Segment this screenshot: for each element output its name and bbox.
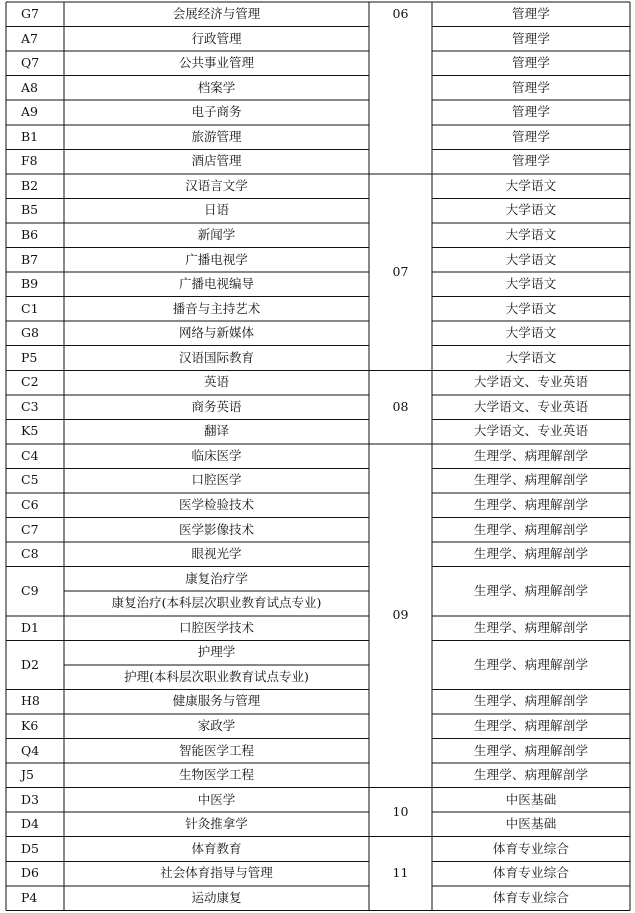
- major-code-cell: G7: [21, 6, 39, 22]
- major-code-cell: C3: [21, 398, 39, 414]
- exam-subject-cell: 生理学、病理解剖学: [473, 546, 589, 562]
- major-name-cell: 酒店管理: [191, 153, 242, 169]
- exam-subject-cell: 生理学、病理解剖学: [473, 472, 589, 488]
- major-name-cell: 英语: [203, 374, 229, 390]
- exam-subject-cell: 生理学、病理解剖学: [473, 742, 589, 758]
- exam-subject-cell: 大学语文: [505, 202, 557, 218]
- major-code-cell: D5: [21, 840, 39, 856]
- exam-subject-cell: 大学语文: [505, 251, 557, 267]
- exam-subject-cell: 大学语文、专业英语: [473, 398, 589, 414]
- major-code-cell: P4: [21, 889, 38, 905]
- major-name-cell: 网络与新媒体: [178, 325, 254, 341]
- major-code-cell: B2: [21, 177, 39, 193]
- category-code-cell: 10: [392, 803, 409, 819]
- exam-subject-cell: 生理学、病理解剖学: [473, 717, 589, 733]
- major-name-cell: 商务英语: [191, 398, 242, 414]
- major-name-cell: 护理(本科层次职业教育试点专业): [124, 668, 309, 684]
- major-name-cell: 汉语国际教育: [178, 349, 254, 365]
- major-name-cell: 旅游管理: [191, 128, 242, 144]
- major-name-cell: 智能医学工程: [178, 742, 254, 758]
- major-name-cell: 汉语言文学: [185, 177, 248, 193]
- exam-subject-cell: 中医基础: [505, 791, 557, 807]
- major-code-cell: C7: [21, 521, 39, 537]
- exam-subject-cell: 大学语文、专业英语: [473, 374, 589, 390]
- exam-subject-cell: 管理学: [511, 79, 551, 95]
- major-name-cell: 家政学: [197, 717, 236, 733]
- major-code-cell: C2: [21, 374, 39, 390]
- major-code-cell: J5: [21, 767, 34, 783]
- category-code-cell: 07: [392, 263, 409, 279]
- major-name-cell: 口腔医学技术: [178, 619, 254, 635]
- major-code-cell: A9: [21, 104, 38, 120]
- exam-subject-cell: 大学语文: [505, 325, 557, 341]
- exam-subject-cell: 生理学、病理解剖学: [473, 497, 589, 513]
- exam-subject-cell: 生理学、病理解剖学: [473, 582, 589, 598]
- exam-subject-cell: 生理学、病理解剖学: [473, 767, 589, 783]
- major-name-cell: 体育教育: [191, 840, 242, 856]
- major-name-cell: 日语: [203, 202, 229, 218]
- exam-subject-cell: 管理学: [511, 55, 551, 71]
- exam-subject-cell: 生理学、病理解剖学: [473, 619, 589, 635]
- major-code-cell: C4: [21, 447, 39, 463]
- major-name-cell: 护理学: [197, 644, 236, 660]
- exam-subject-cell: 生理学、病理解剖学: [473, 656, 589, 672]
- major-code-cell: G8: [21, 325, 39, 341]
- major-name-cell: 播音与主持艺术: [172, 300, 261, 316]
- major-name-cell: 医学影像技术: [178, 521, 254, 537]
- major-name-cell: 社会体育指导与管理: [160, 865, 273, 881]
- major-name-cell: 中医学: [197, 791, 236, 807]
- exam-subject-cell: 大学语文: [505, 226, 557, 242]
- exam-subject-cell: 管理学: [511, 153, 551, 169]
- major-code-cell: B9: [21, 276, 39, 292]
- major-code-cell: C6: [21, 497, 39, 513]
- exam-subject-cell: 大学语文: [505, 300, 557, 316]
- major-code-cell: B1: [21, 128, 39, 144]
- exam-subject-cell: 大学语文、专业英语: [473, 423, 589, 439]
- exam-subject-cell: 管理学: [511, 104, 551, 120]
- major-code-cell: K6: [21, 717, 39, 733]
- major-code-cell: C8: [21, 546, 39, 562]
- major-name-cell: 医学检验技术: [178, 497, 254, 513]
- exam-subject-cell: 体育专业综合: [492, 889, 570, 905]
- major-name-cell: 口腔医学: [191, 472, 242, 488]
- category-code-cell: 09: [392, 607, 409, 623]
- major-code-cell: B6: [21, 226, 39, 242]
- major-name-cell: 健康服务与管理: [172, 693, 261, 709]
- major-code-cell: P5: [21, 349, 38, 365]
- exam-subject-cell: 体育专业综合: [492, 865, 570, 881]
- major-code-cell: H8: [21, 693, 40, 709]
- major-name-cell: 翻译: [203, 423, 229, 439]
- major-name-cell: 针灸推拿学: [185, 816, 248, 832]
- major-name-cell: 眼视光学: [191, 546, 242, 562]
- exam-subject-cell: 中医基础: [505, 816, 557, 832]
- exam-subject-cell: 大学语文: [505, 276, 557, 292]
- major-code-cell: C1: [21, 300, 39, 316]
- major-name-cell: 广播电视编导: [178, 276, 254, 292]
- exam-subject-cell: 生理学、病理解剖学: [473, 693, 589, 709]
- exam-subject-cell: 管理学: [511, 128, 551, 144]
- major-name-cell: 电子商务: [191, 104, 242, 120]
- exam-subject-cell: 管理学: [511, 30, 551, 46]
- major-code-cell: A8: [21, 79, 38, 95]
- category-code-cell: 06: [392, 6, 409, 21]
- major-code-cell: D4: [21, 816, 39, 832]
- exam-subject-cell: 生理学、病理解剖学: [473, 447, 589, 463]
- major-name-cell: 新闻学: [197, 226, 236, 242]
- category-code-cell: 11: [392, 865, 409, 881]
- exam-subject-cell: 大学语文: [505, 349, 557, 365]
- major-code-cell: A7: [21, 30, 38, 46]
- major-name-cell: 行政管理: [191, 30, 242, 46]
- major-code-cell: B5: [21, 202, 39, 218]
- major-code-cell: D1: [21, 619, 39, 635]
- major-code-cell: B7: [21, 251, 39, 267]
- major-name-cell: 公共事业管理: [178, 55, 254, 71]
- major-code-cell: F8: [21, 153, 38, 169]
- category-code-cell: 08: [392, 398, 409, 414]
- major-name-cell: 康复治疗(本科层次职业教育试点专业): [111, 595, 322, 611]
- major-code-cell: Q4: [21, 742, 40, 758]
- major-name-cell: 康复治疗学: [185, 570, 248, 586]
- exam-subject-cell: 生理学、病理解剖学: [473, 521, 589, 537]
- exam-subject-cell: 体育专业综合: [492, 840, 570, 856]
- exam-subject-cell: 管理学: [511, 6, 551, 22]
- major-code-cell: Q7: [21, 55, 40, 71]
- major-code-cell: D3: [21, 791, 39, 807]
- major-name-cell: 广播电视学: [185, 251, 248, 267]
- exam-subject-cell: 大学语文: [505, 177, 557, 193]
- major-code-cell: C9: [21, 582, 39, 598]
- major-name-cell: 档案学: [197, 79, 236, 95]
- major-name-cell: 临床医学: [191, 447, 242, 463]
- major-code-cell: K5: [21, 423, 39, 439]
- major-name-cell: 运动康复: [191, 889, 242, 905]
- major-code-cell: C5: [21, 472, 39, 488]
- major-code-cell: D6: [21, 865, 39, 881]
- major-name-cell: 会展经济与管理: [172, 6, 261, 22]
- major-code-cell: D2: [21, 656, 39, 672]
- major-name-cell: 生物医学工程: [178, 767, 254, 783]
